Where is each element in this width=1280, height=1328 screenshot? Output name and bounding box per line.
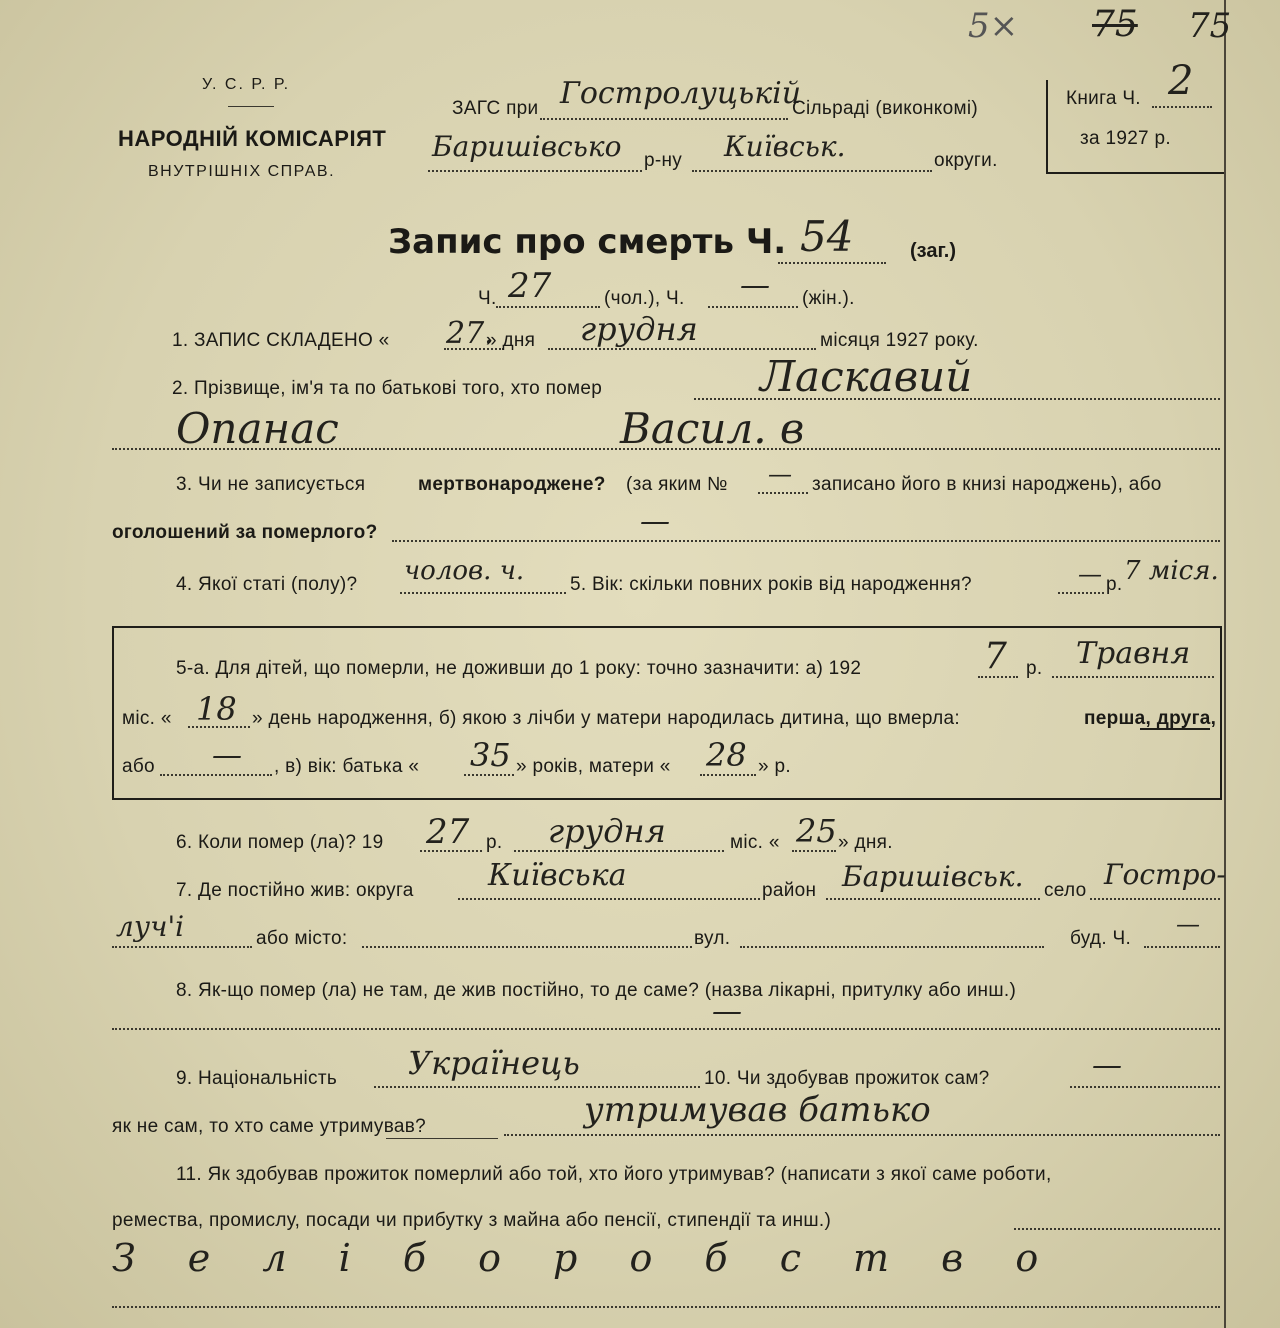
page-edge-line	[1224, 0, 1226, 1328]
q5a-year: 7	[984, 636, 1007, 677]
q6-day: 25	[796, 812, 837, 850]
q5a-abo: або	[122, 756, 155, 777]
q7-raion-label: район	[762, 880, 817, 901]
zags-suffix: Сільраді (виконкомі)	[792, 98, 978, 119]
q5a-r: р.	[1026, 658, 1043, 679]
q10b-answer: утримував батько	[584, 1090, 931, 1130]
district-label: р-ну	[644, 150, 683, 171]
male-count: 27	[508, 266, 552, 306]
q7-selo-cont: луч'і	[116, 910, 185, 943]
zag-label: (заг.)	[910, 240, 957, 262]
q5a-mother: 28	[706, 736, 747, 774]
ussr-label: У. С. Р. Р.	[202, 76, 291, 93]
q6-r: р.	[486, 832, 503, 853]
q6-year: 27	[426, 812, 470, 852]
q7-misto-label: або місто:	[256, 928, 348, 949]
corner-number-b: 75	[1092, 4, 1138, 45]
q9-answer: Українець	[408, 1044, 580, 1082]
q5a-other: —	[212, 738, 242, 773]
q5-answer: 7 міся.	[1124, 556, 1219, 586]
corner-number-c: 75	[1188, 6, 1232, 46]
q7-bud-label: буд. Ч.	[1070, 928, 1132, 949]
q1-month: грудня	[580, 310, 698, 348]
female-count: —	[740, 268, 770, 303]
q4-answer: чолов. ч.	[404, 556, 525, 586]
q1-label: 1. ЗАПИС СКЛАДЕНО «	[172, 330, 390, 351]
book-year: за 1927 р.	[1080, 128, 1171, 149]
q5a-day: 18	[196, 690, 237, 728]
q3-bold2: оголошений за померлого?	[112, 522, 378, 543]
q7-selo: Гостро-	[1104, 858, 1226, 891]
q4-label: 4. Якої статі (полу)?	[176, 574, 358, 595]
q3-bold: мертвонароджене?	[418, 474, 606, 495]
q8-answer: —	[712, 994, 742, 1029]
record-number: 54	[800, 212, 854, 261]
q5a-bold: перша, друга,	[1084, 708, 1217, 729]
q11-line1: 11. Як здобував прожиток померлий або той, хто його утримував? (написати з якої саме роботи,	[176, 1164, 1052, 1185]
zags-village: Гостролуцькій	[560, 76, 802, 111]
q5a-line3b: » років, матери «	[516, 756, 671, 777]
q2-name: Опанас	[176, 404, 339, 453]
q11-line2: ремества, промислу, посади чи прибутку з майна або пенсії, стипендії та инш.)	[112, 1210, 832, 1231]
q1-suffix: місяця 1927 року.	[820, 330, 979, 351]
q5-dash: —	[1078, 560, 1102, 588]
q5a-month: Травня	[1076, 636, 1191, 671]
okruga-label: округи.	[934, 150, 998, 171]
q7-raion: Баришівськ.	[842, 860, 1024, 893]
q10b-label: як не сам, то хто саме утримував?	[112, 1116, 427, 1137]
q10-answer: —	[1092, 1048, 1122, 1083]
record-title: Запис про смерть Ч.	[388, 222, 787, 262]
q3-number: —	[768, 460, 792, 488]
male-label: (чол.), Ч.	[604, 288, 685, 309]
q5a-line1: 5-а. Для дітей, що померли, не доживши до 1 року: точно зазначити: а) 192	[176, 658, 862, 679]
q7-vul-label: вул.	[694, 928, 731, 949]
q6-month: грудня	[548, 812, 666, 850]
book-number: 2	[1168, 58, 1194, 104]
q5a-line3c: » р.	[758, 756, 791, 777]
q9-label: 9. Національність	[176, 1068, 338, 1089]
q1-day: 27.	[446, 316, 494, 351]
q5-r: р.	[1106, 574, 1123, 595]
q2-surname: Ласкавий	[760, 352, 973, 401]
q3-mid: (за яким №	[626, 474, 728, 495]
ch-label: Ч.	[478, 288, 497, 309]
female-label: (жін.).	[802, 288, 855, 309]
q11-answer: З е л і б о р о б с т в о	[112, 1236, 1059, 1280]
q1-mid: » дня	[486, 330, 536, 351]
q5a-line2: » день народження, б) якою з лічби у матери народилась дитина, що вмерла:	[252, 708, 960, 729]
q5a-mis: міс. «	[122, 708, 172, 729]
q10-label: 10. Чи здобував прожиток сам?	[704, 1068, 990, 1089]
q7-label: 7. Де постійно жив: округа	[176, 880, 414, 901]
zags-prefix: ЗАГС при	[452, 98, 539, 119]
q7-bud: —	[1176, 910, 1200, 938]
q7-okruga: Київська	[488, 858, 627, 893]
q6-end: » дня.	[838, 832, 893, 853]
okruga-hand: Київськ.	[724, 130, 846, 163]
q5a-father: 35	[470, 736, 511, 774]
q5-label: 5. Вік: скільки повних років від народження?	[570, 574, 972, 595]
q6-mis: міс. «	[730, 832, 780, 853]
q2-patronymic: Васил. в	[620, 404, 805, 453]
q3-answer: —	[640, 504, 670, 539]
q3-text: 3. Чи не записується	[176, 474, 366, 495]
q3-end: записано його в книзі народжень), або	[812, 474, 1162, 495]
q7-selo-label: село	[1044, 880, 1087, 901]
corner-number-a: 5×	[968, 6, 1019, 46]
ministry-subtitle: ВНУТРІШНІХ СПРАВ.	[148, 163, 336, 180]
q5a-line3: , в) вік: батька «	[274, 756, 420, 777]
ministry-title: НАРОДНІЙ КОМІСАРІЯТ	[118, 126, 387, 151]
q2-label: 2. Прізвище, ім'я та по батькові того, хто помер	[172, 378, 603, 399]
district-hand: Баришівсько	[432, 130, 622, 163]
q8-label: 8. Як-що помер (ла) не там, де жив постійно, то де саме? (назва лікарні, притулку або инш.)	[176, 980, 1017, 1001]
q6-label: 6. Коли помер (ла)? 19	[176, 832, 384, 853]
book-label: Книга Ч.	[1066, 88, 1141, 109]
